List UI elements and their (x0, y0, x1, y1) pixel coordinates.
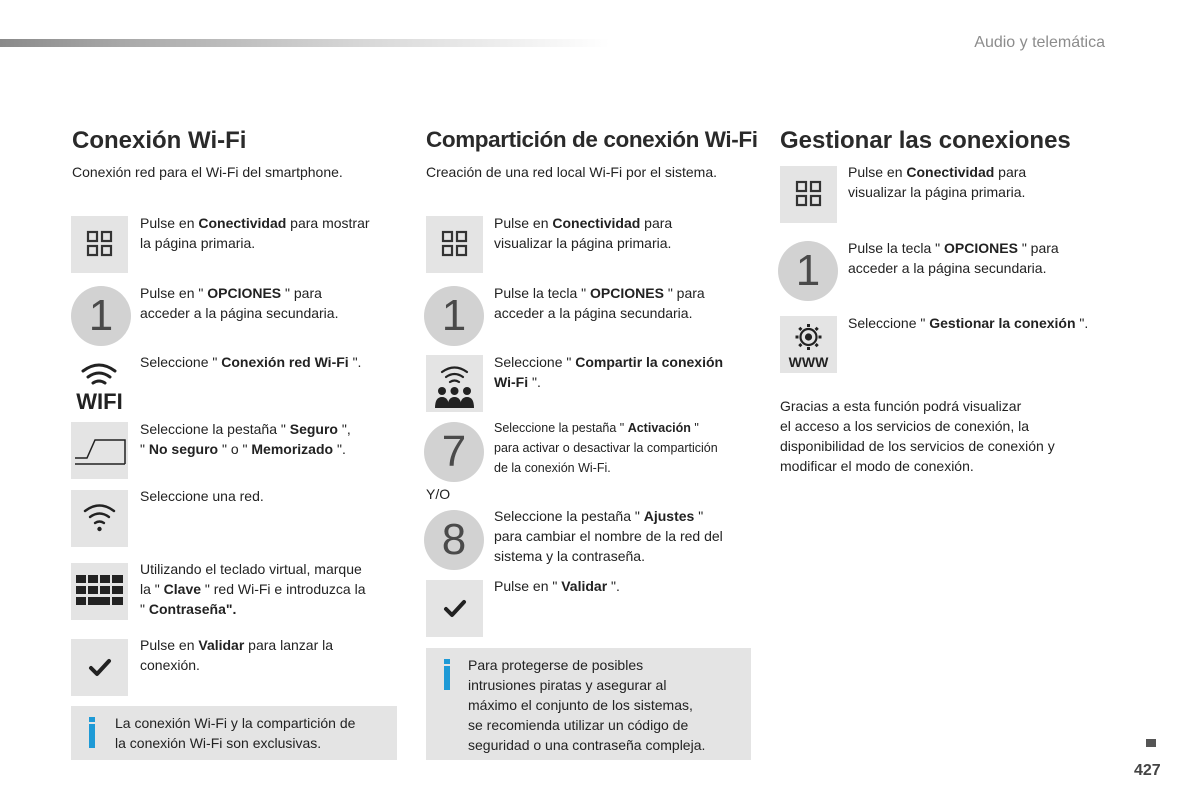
col1-step1-text: Pulse en Conectividad para mostrar la página primaria. (140, 215, 370, 251)
col3-step1-text: Pulse en Conectividad para visualizar la página primaria. (848, 164, 1027, 200)
wifi-label-icon (71, 355, 128, 412)
hotspot-share-icon (426, 355, 483, 412)
connectivity-grid-icon (71, 216, 128, 273)
section-title: Audio y telemática (974, 34, 1105, 51)
step-number-badge: 1 (71, 286, 131, 346)
page-number: 427 (1134, 762, 1161, 779)
svg-text:WIFI: WIFI (76, 389, 123, 412)
checkmark-icon (426, 580, 483, 637)
col1-intro: Conexión red para el Wi-Fi del smartphone. (72, 164, 343, 180)
col1-step3-text: Seleccione " Conexión red Wi-Fi ". (140, 354, 362, 370)
col1-step7-text: Pulse en Validar para lanzar la conexión. (140, 637, 334, 673)
col2-step5-text: Seleccione la pestaña " Ajustes " para cambiar el nombre de la red del sistema y la contraseña. (494, 508, 723, 564)
col2-step4-text: Seleccione la pestaña " Activación " para activar o desactivar la compartición de la conexión Wi-Fi. (494, 421, 718, 475)
svg-text:WWW: WWW (788, 354, 829, 370)
col1-step4-text: Seleccione la pestaña " Seguro ", " No seguro " o " Memorizado ". (140, 421, 351, 457)
info-box (426, 648, 751, 760)
step-number-badge: 8 (424, 510, 484, 570)
wifi-icon (71, 490, 128, 547)
col1-title: Conexión Wi-Fi (72, 127, 247, 154)
col2-step1-text: Pulse en Conectividad para visualizar la página primaria. (494, 215, 673, 251)
header-bar (0, 39, 610, 47)
col1-step5-text: Seleccione una red. (140, 488, 264, 504)
keyboard-icon (71, 563, 128, 620)
info-text: La conexión Wi-Fi y la compartición de la conexión Wi-Fi son exclusivas. (115, 715, 356, 751)
connectivity-grid-icon (780, 166, 837, 223)
col1-step6-text: Utilizando el teclado virtual, marque la " Clave " red Wi-Fi e introduzca la " Contraseña". (140, 561, 366, 617)
step-number-badge: 1 (778, 241, 838, 301)
col3-step3-text: Seleccione " Gestionar la conexión ". (848, 315, 1089, 331)
connectivity-grid-icon (426, 216, 483, 273)
col1-step2-text: Pulse en " OPCIONES " para acceder a la página secundaria. (140, 285, 339, 321)
or-separator: Y/O (426, 486, 451, 502)
step-number-badge: 1 (424, 286, 484, 346)
col2-step6-text: Pulse en " Validar ". (494, 578, 620, 594)
col3-step2-text: Pulse la tecla " OPCIONES " para acceder a la página secundaria. (848, 240, 1059, 276)
checkmark-icon (71, 639, 128, 696)
col2-title: Compartición de conexión Wi-Fi (426, 127, 758, 152)
info-text: Para protegerse de posibles intrusiones piratas y asegurar al máximo el conjunto de los sistemas, se recomienda utilizar un código de seguridad o una contraseña compleja. (468, 657, 706, 753)
col2-intro: Creación de una red local Wi-Fi por el sistema. (426, 164, 718, 180)
col3-description: Gracias a esta función podrá visualizar el acceso a los servicios de conexión, la disponibilidad de los servicios de conexión y modificar el modo de conexión. (780, 398, 1055, 474)
col3-title: Gestionar las conexiones (780, 127, 1071, 154)
gear-www-icon (780, 316, 837, 373)
col2-step3-text: Seleccione " Compartir la conexión Wi-Fi ". (494, 354, 724, 390)
page-marker (1146, 739, 1156, 747)
info-box (71, 706, 397, 760)
col2-step2-text: Pulse la tecla " OPCIONES " para acceder a la página secundaria. (494, 285, 705, 321)
info-icon (444, 659, 450, 664)
tab-shape-icon (71, 422, 128, 479)
step-number-badge: 7 (424, 422, 484, 482)
info-icon (89, 717, 95, 722)
